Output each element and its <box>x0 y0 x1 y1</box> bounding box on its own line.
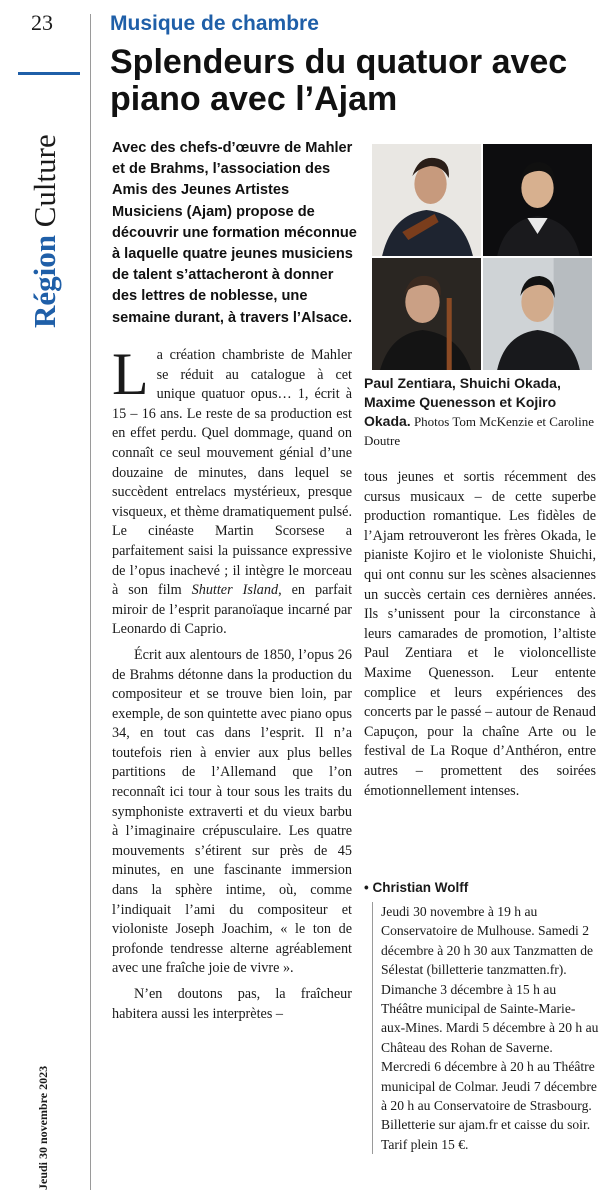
film-title: Shutter Island <box>191 582 279 599</box>
author-byline: • Christian Wolff <box>364 880 469 895</box>
body-paragraph-3-continued: tous jeunes et sortis récemment des cursus musicaux – de cette superbe production romantique. Les fidèles de l’Ajam retrouveront les frères Okada, le pianiste Kojiro et le violoniste Shuichi, qui ont connu sur les scènes alsaciennes un succès certain ces dernières années. Ils s’unissent pour la circonstance à leurs camarades de promotion, l’altiste Paul Zentiara et le violoncelliste Maxime Quenesson. Leur entente complice et leurs expériences des concerts par le passé – autour de Renaud Capuçon, pour la chaîne Arte ou le festival de La Roque d’Anthéron, entre autres – promettent des soirées émotionnellement intenses. <box>364 469 596 799</box>
section-rubric <box>25 88 65 328</box>
rubric-region: Région <box>27 235 62 328</box>
violinist-photo <box>372 144 481 256</box>
article-kicker: Musique de chambre <box>110 12 319 35</box>
drop-cap: L <box>112 341 149 407</box>
page-number: 23 <box>31 10 53 35</box>
caption-names: Paul Zentiara, Shuichi Okada, Maxime Quenesson et Kojiro Okada. <box>364 375 561 429</box>
rubric-culture: Culture <box>27 134 62 228</box>
article-column-left <box>112 341 353 1024</box>
rubric-rule <box>18 72 80 75</box>
article-column-right <box>364 468 596 801</box>
article-headline: Splendeurs du quatuor avec piano avec l’Ajam <box>110 43 568 118</box>
violist-photo <box>483 258 592 370</box>
pianist-photo <box>483 144 592 256</box>
body-paragraph-1 <box>112 341 353 640</box>
photo-caption <box>364 374 596 450</box>
cellist-photo <box>372 258 481 370</box>
paragraph-1-text: a création chambriste de Mahler se réduit au catalogue à cet unique quatuor opus… 1, écrit à 15 – 16 ans. Le reste de sa production est en effet perdu. Quel dommage, quand on connaît ce seul mouvement génial d’une douzaine de minutes, dans lequel se succèdent entrelacs mystérieux, presque visqueux, et thème dramatiquement pulsé. Le cinéaste Martin Scorsese a parfaitement saisi la puissance expressive de l’opus inachevé ; il intègre le morceau à son film <box>112 347 352 599</box>
body-paragraph-3: N’en doutons pas, la fraîcheur habitera aussi les interprètes – <box>112 986 352 1022</box>
body-paragraph-2: Écrit aux alentours de 1850, l’opus 26 de Brahms détonne dans la production du compositeur et se trouve bien loin, par exemple, de son quintette avec piano opus 34, en tout cas dans l’esprit. Il n’a toutefois rien à envier aux plus belles partitions de l’Allemand que l’on reconnaît ici tour à tour sous les traits du symphoniste extraverti et du vieux barbu à l’imaginaire crépusculaire. Les quatre mouvements s’étirent sur près de 45 minutes, en une fascinante immersion dans la sphère intime, où, comme l’indiquait l’ami du compositeur et violoniste Joseph Joachim, « le ton de profonde tendresse alterne agréablement avec une fraîche joie de vivre ». <box>112 646 352 977</box>
margin-divider <box>90 14 91 1190</box>
caption-credit: Photos Tom McKenzie et Caroline Doutre <box>364 414 595 448</box>
article-lead: Avec des chefs-d’œuvre de Mahler et de Brahms, l’association des Amis des Jeunes Artistes Musiciens (Ajam) propose de découvrir une formation méconnue à laquelle quatre jeunes musiciens de talent s’attacheront à donner des lettres de noblesse, une semaine durant, à travers l’Alsace. <box>112 140 357 326</box>
musicians-photo-grid <box>372 144 592 370</box>
publication-date: Jeudi 30 novembre 2023 <box>36 1065 50 1190</box>
paragraph-1-end: , en parfait miroir de l’esprit paranoïaque incarné par Leonardo di Caprio. <box>112 582 353 638</box>
concert-dates-box: Jeudi 30 novembre à 19 h au Conservatoire de Mulhouse. Samedi 2 décembre à 20 h 30 aux Tanzmatten de Sélestat (billetterie tanzmatten.fr). Dimanche 3 décembre à 15 h au Théâtre municipal de Sainte-Marie-aux-Mines. Mardi 5 décembre à 20 h au Château des Rohan de Saverne. Mercredi 6 décembre à 20 h au Théâtre municipal de Colmar. Jeudi 7 décembre à 20 h au Conservatoire de Strasbourg. Billetterie sur ajam.fr et caisse du soir. Tarif plein 15 €. <box>372 902 599 1154</box>
